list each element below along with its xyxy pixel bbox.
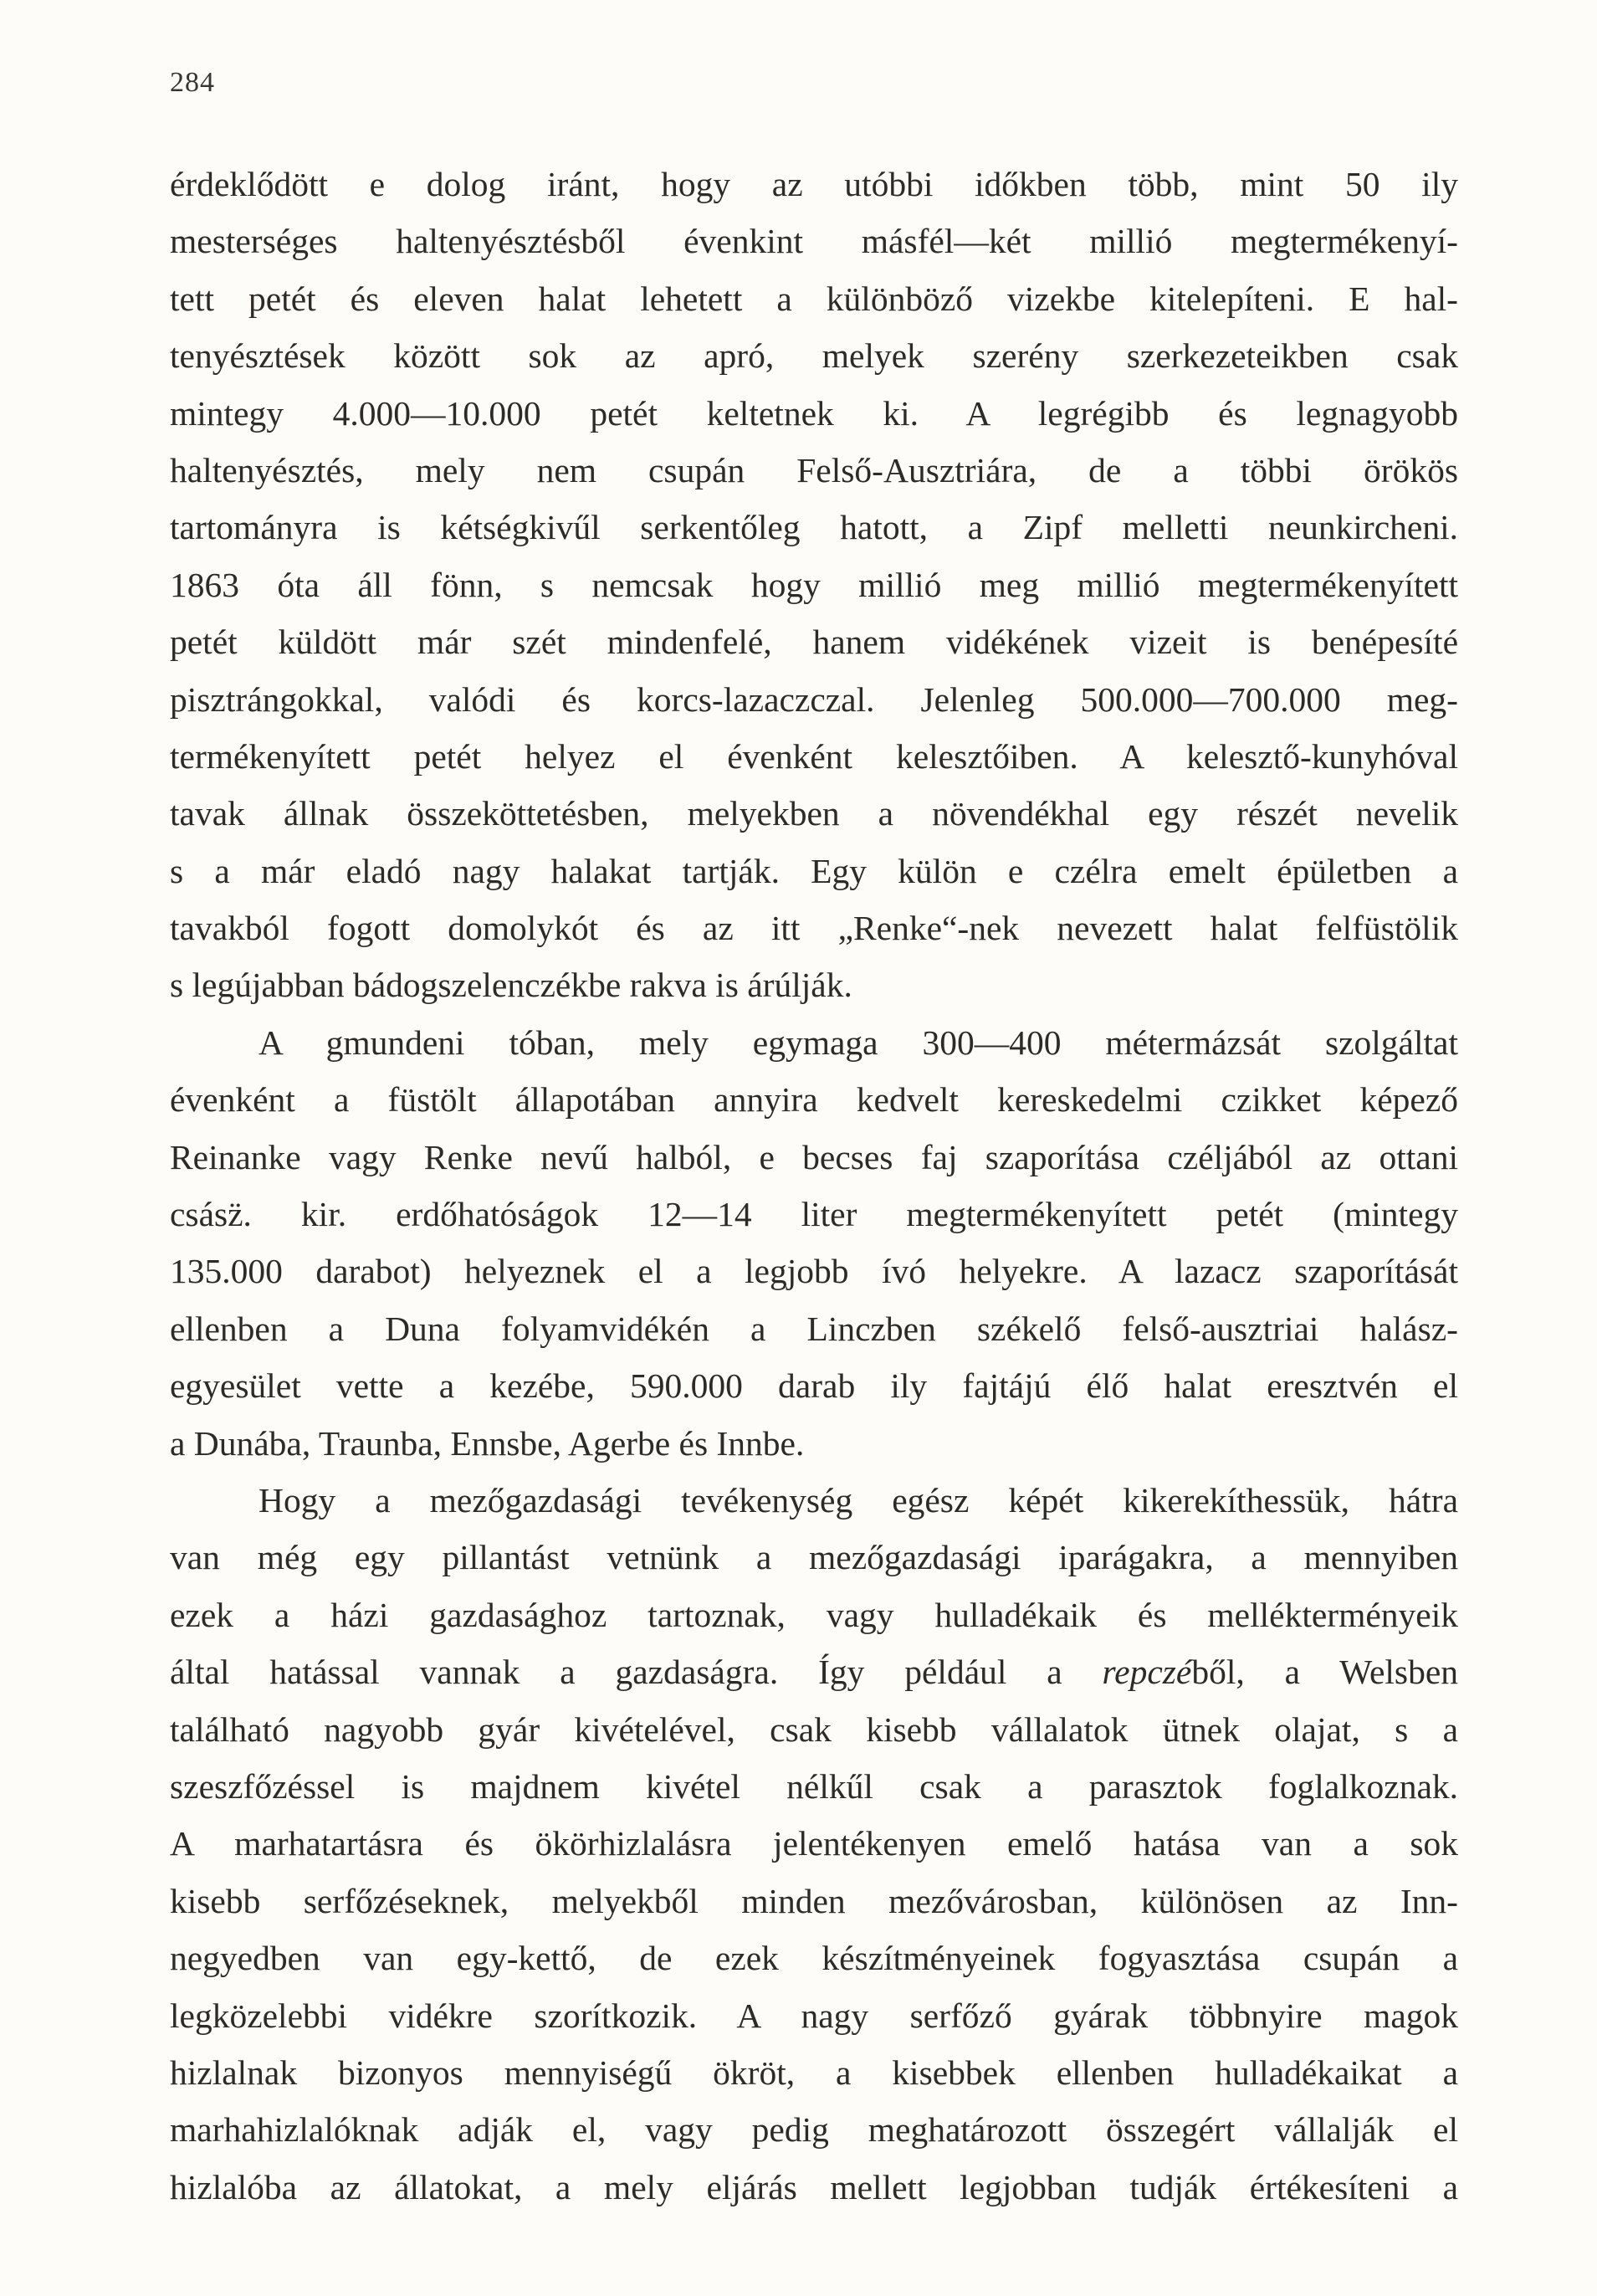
text-line: s a már eladó nagy halakat tartják. Egy külön e czélra emelt épületben a [170, 851, 1458, 890]
text-line: petét küldött már szét mindenfelé, hanem vidékének vizeit is benépesíté [170, 623, 1458, 662]
text-line: egyesület vette a kezébe, 590.000 darab ily fajtájú élő halat eresztvén el [170, 1366, 1458, 1406]
page-body [170, 156, 1458, 2216]
text-line: van még egy pillantást vetnünk a mezőgazdasági iparágakra, a mennyiben [170, 1538, 1458, 1577]
text-line: A gmundeni tóban, mely egymaga 300—400 métermázsát szolgáltat [258, 1022, 1458, 1062]
text-line: ezek a házi gazdasághoz tartoznak, vagy hulladékaik és mellékterményeik [170, 1595, 1458, 1634]
text-line: marhahizlalóknak adják el, vagy pedig meghatározott összegért vállalják el [170, 2110, 1458, 2150]
page-number: 284 [170, 67, 215, 98]
text-line: tavak állnak összeköttetésben, melyekben a növendékhal egy részét nevelik [170, 794, 1458, 833]
text-line: A marhatartásra és ökörhizlalásra jelentékenyen emelő hatása van a sok [170, 1824, 1458, 1863]
text-line: a Dunába, Traunba, Ennsbe, Agerbe és Innbe. [170, 1423, 805, 1463]
text-line: mintegy 4.000—10.000 petét keltetnek ki. A legrégibb és legnagyobb [170, 393, 1458, 433]
line-text-before: által hatással vannak a gazdaságra. Így például a [170, 1653, 1103, 1692]
text-line: tett petét és eleven halat lehetett a különböző vizekbe kitelepíteni. E hal- [170, 279, 1458, 318]
paragraph-3 [170, 1472, 1458, 2216]
text-line: található nagyobb gyár kivételével, csak kisebb vállalatok ütnek olajat, s a [170, 1709, 1458, 1749]
paragraph-2 [170, 1014, 1458, 1472]
text-line: s legújabban bádogszelenczékbe rakva is árúlják. [170, 966, 852, 1005]
text-line: mesterséges haltenyésztésből évenkint másfél—két millió megtermékenyí- [170, 222, 1458, 261]
text-line: érdeklődött e dolog iránt, hogy az utóbbi időkben több, mint 50 ily [170, 165, 1458, 203]
text-line: kisebb serfőzéseknek, melyekből minden mezővárosban, különösen az Inn- [170, 1881, 1458, 1920]
text-line: hizlalóba az állatokat, a mely eljárás mellett legjobban tudják értékesíteni a [170, 2167, 1458, 2206]
text-line: legközelebbi vidékre szorítkozik. A nagy serfőző gyárak többnyire magok [170, 1996, 1458, 2035]
text-line: 1863 óta áll fönn, s nemcsak hogy millió meg millió megtermékenyített [170, 565, 1458, 604]
text-line: ellenben a Duna folyamvidékén a Linczben székelő felső-ausztriai halász- [170, 1309, 1458, 1348]
text-line: hizlalnak bizonyos mennyiségű ökröt, a kisebbek ellenben hulladékaikat a [170, 2053, 1458, 2092]
text-line: évenként a füstölt állapotában annyira kedvelt kereskedelmi czikket képező [170, 1080, 1458, 1120]
text-line-with-italic [170, 1643, 1458, 1700]
paragraph-1 [170, 156, 1458, 1014]
text-line: pisztrángokkal, valódi és korcs-lazaczczal. Jelenleg 500.000—700.000 meg- [170, 679, 1458, 719]
text-line: Hogy a mezőgazdasági tevékenység egész képét kikerekíthessük, hátra [258, 1480, 1458, 1520]
text-line: tavakból fogott domolykót és az itt „Renke“-nek nevezett halat felfüstölik [170, 909, 1458, 948]
text-line: negyedben van egy-kettő, de ezek készítményeinek fogyasztása csupán a [170, 1939, 1458, 1978]
text-line: tartományra is kétségkivűl serkentőleg hatott, a Zipf melletti neunkircheni. [170, 508, 1458, 547]
line-text-after: ből, a Welsben [1191, 1653, 1458, 1692]
text-line: termékenyített petét helyez el évenként kelesztőiben. A kelesztő-kunyhóval [170, 736, 1458, 776]
text-line: tenyésztések között sok az apró, melyek szerény szerkezeteikben csak [170, 336, 1458, 376]
italic-term: repczé [1102, 1653, 1192, 1692]
text-line: 135.000 darabot) helyeznek el a legjobb ívó helyekre. A lazacz szaporítását [170, 1252, 1458, 1291]
text-line: szeszfőzéssel is majdnem kivétel nélkűl csak a parasztok foglalkoznak. [170, 1766, 1458, 1806]
text-line: csász̈. kir. erdőhatóságok 12—14 liter megtermékenyített petét (mintegy [170, 1195, 1458, 1234]
text-line: haltenyésztés, mely nem csupán Felső-Ausztriára, de a többi örökös [170, 450, 1458, 489]
text-line: Reinanke vagy Renke nevű halból, e becses faj szaporítása czéljából az ottani [170, 1137, 1458, 1176]
